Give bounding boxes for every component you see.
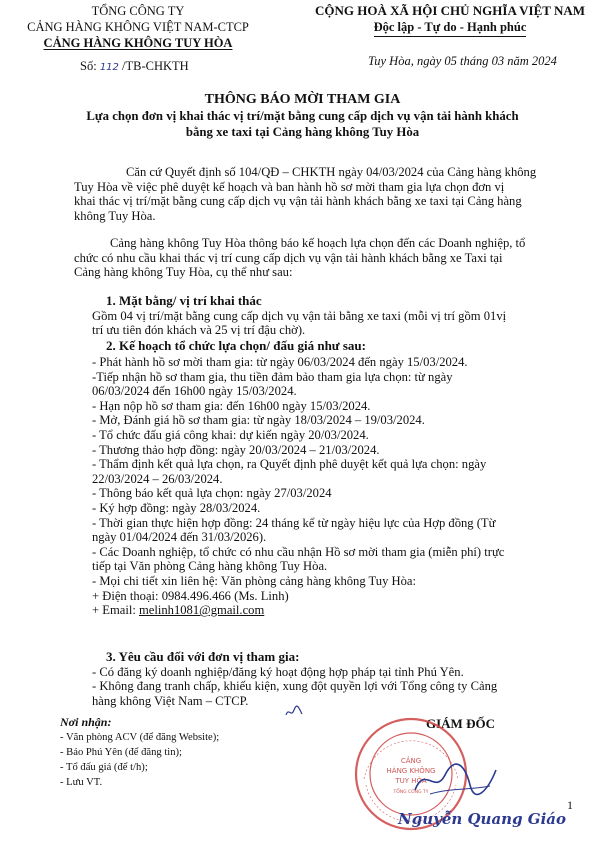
list-item: - Thương thảo hợp đồng: ngày 20/03/2024 – 21/03/2024. xyxy=(92,442,380,457)
text-line: không Tuy Hòa. xyxy=(74,208,156,223)
list-item: - Mọi chi tiết xin liên hệ: Văn phòng cảng hàng không Tuy Hòa: xyxy=(92,573,417,588)
handwritten-signature xyxy=(410,760,500,805)
recipients-block xyxy=(60,715,290,790)
section-3 xyxy=(92,650,574,708)
issuer-parent: TỔNG CÔNG TY xyxy=(91,4,185,18)
text-line: khai thác vị trí/mặt bằng cung cấp dịch vụ vận tải hành khách bằng xe taxi tại Cảng hàng xyxy=(74,194,522,209)
list-item: - Có đăng ký doanh nghiệp/đăng ký hoạt động hợp pháp tại tỉnh Phú Yên. xyxy=(92,664,464,679)
email-label: + Email: xyxy=(92,603,136,618)
signatory-title: GIÁM ĐỐC xyxy=(426,716,495,731)
text-line: Gồm 04 vị trí/mặt bằng cung cấp dịch vụ vận tải bằng xe taxi (mỗi vị trí gồm 01vị xyxy=(92,308,507,323)
list-item: tiếp tại Văn phòng Cảng hàng không Tuy Hòa. xyxy=(92,559,328,574)
list-item: - Thông báo kết quả lựa chọn: ngày 27/03/2024 xyxy=(92,486,332,501)
list-item: hàng không Việt Nam – CTCP. xyxy=(92,693,249,708)
svg-text:TUY HÒA: TUY HÒA xyxy=(395,777,427,785)
paragraph-legal-basis xyxy=(74,165,574,223)
issuer-name: CẢNG HÀNG KHÔNG TUY HÒA xyxy=(43,36,233,50)
email-line xyxy=(92,603,574,618)
list-item: ngày 01/04/2024 đến 31/03/2026). xyxy=(92,530,267,545)
list-item: - Ký hợp đồng: ngày 28/03/2024. xyxy=(92,500,261,515)
text-line: Tuy Hòa về việc phê duyệt kế hoạch và ban hành hồ sơ mời tham gia lựa chọn đơn vị xyxy=(74,179,505,194)
section-1 xyxy=(92,294,574,338)
svg-text:HÀNG KHÔNG: HÀNG KHÔNG xyxy=(386,767,436,775)
recipient-item: - Tổ đấu giá (để t/h); xyxy=(60,762,148,773)
text-line: trí ưu tiên đón khách và 25 vị trí đậu chờ). xyxy=(92,323,306,338)
email-link[interactable]: melinh1081@gmail.com xyxy=(138,603,265,618)
list-item: - Phát hành hồ sơ mời tham gia: từ ngày 06/03/2024 đến ngày 15/03/2024. xyxy=(92,355,468,369)
title-main: THÔNG BÁO MỜI THAM GIA xyxy=(204,92,401,107)
paragraph-announcement xyxy=(74,236,574,280)
issue-date: Tuy Hòa, ngày 05 tháng 03 năm 2024 xyxy=(368,54,557,68)
doc-number: Số: 112 /TB-CHKTH xyxy=(80,59,189,73)
text-line: Căn cứ Quyết định số 104/QĐ – CHKTH ngày 04/03/2024 của Cảng hàng không xyxy=(126,165,537,179)
svg-text:TỔNG CÔNG TY: TỔNG CÔNG TY xyxy=(393,790,429,795)
text-line: Cảng hàng không Tuy Hòa thông báo kế hoạch lựa chọn đến các Doanh nghiệp, tổ xyxy=(110,236,526,250)
doc-number-handwritten: 112 xyxy=(99,62,119,73)
list-item: 06/03/2024 đến 16h00 ngày 15/03/2024. xyxy=(92,384,297,399)
recipient-item: - Báo Phú Yên (để đăng tin); xyxy=(60,747,182,758)
section-1-heading: 1. Mặt bằng/ vị trí khai thác xyxy=(106,293,262,308)
document-title xyxy=(0,91,605,140)
list-item: + Điện thoại: 0984.496.466 (Ms. Linh) xyxy=(92,588,289,603)
list-item: 22/03/2024 – 26/03/2024. xyxy=(92,471,223,486)
svg-text:CẢNG: CẢNG xyxy=(400,757,422,765)
national-motto xyxy=(300,3,600,37)
title-sub-line2: bằng xe taxi tại Cảng hàng không Tuy Hòa xyxy=(185,125,420,139)
title-sub-line1: Lựa chọn đơn vị khai thác vị trí/mặt bằng cung cấp dịch vụ vận tải hành khách xyxy=(86,109,519,123)
text-line: chức có nhu cầu khai thác vị trí cung cấp dịch vụ vận tải hành khách bằng xe Taxi tại xyxy=(74,250,503,265)
section-2-heading: 2. Kế hoạch tổ chức lựa chọn/ đấu giá như sau: xyxy=(106,338,366,353)
list-item: - Không đang tranh chấp, khiếu kiện, xung đột quyền lợi với Tổng công ty Cảng xyxy=(92,679,498,694)
issuer-corporation: CẢNG HÀNG KHÔNG VIỆT NAM-CTCP xyxy=(27,20,249,34)
text-line: Cảng hàng không Tuy Hòa, cụ thể như sau: xyxy=(74,265,293,280)
national-title: CỘNG HOÀ XÃ HỘI CHỦ NGHĨA VIỆT NAM xyxy=(314,3,586,18)
signatory-name: Nguyễn Quang Giáo xyxy=(398,810,567,828)
list-item: - Các Doanh nghiệp, tổ chức có nhu cầu nhận Hồ sơ mời tham gia (miễn phí) trực xyxy=(92,544,505,559)
national-slogan: Độc lập - Tự do - Hạnh phúc xyxy=(374,19,527,37)
recipient-item: - Văn phòng ACV (để đăng Website); xyxy=(60,732,220,743)
list-item: -Tiếp nhận hồ sơ tham gia, thu tiền đảm bảo tham gia lựa chọn: từ ngày xyxy=(92,369,453,384)
list-item: - Thời gian thực hiện hợp đồng: 24 tháng kể từ ngày hiệu lực của Hợp đồng (Từ xyxy=(92,515,496,530)
list-item: - Tổ chức đấu giá công khai: dự kiến ngày 20/03/2024. xyxy=(92,427,369,442)
recipient-item: - Lưu VT. xyxy=(60,777,103,788)
section-3-heading: 3. Yêu cầu đối với đơn vị tham gia: xyxy=(106,649,300,664)
section-2 xyxy=(106,339,576,354)
list-item: - Mở, Đánh giá hồ sơ tham gia: từ ngày 18/03/2024 – 19/03/2024. xyxy=(92,413,425,428)
issuer-block xyxy=(18,3,258,51)
list-item: - Thẩm định kết quả lựa chọn, ra Quyết định phê duyệt kết quả lựa chọn: ngày xyxy=(92,457,487,472)
list-item: - Hạn nộp hồ sơ tham gia: đến 16h00 ngày 15/03/2024. xyxy=(92,398,371,413)
section-2-list xyxy=(92,355,574,618)
page-number: 1 xyxy=(567,798,573,812)
recipients-heading: Nơi nhận: xyxy=(60,715,112,729)
